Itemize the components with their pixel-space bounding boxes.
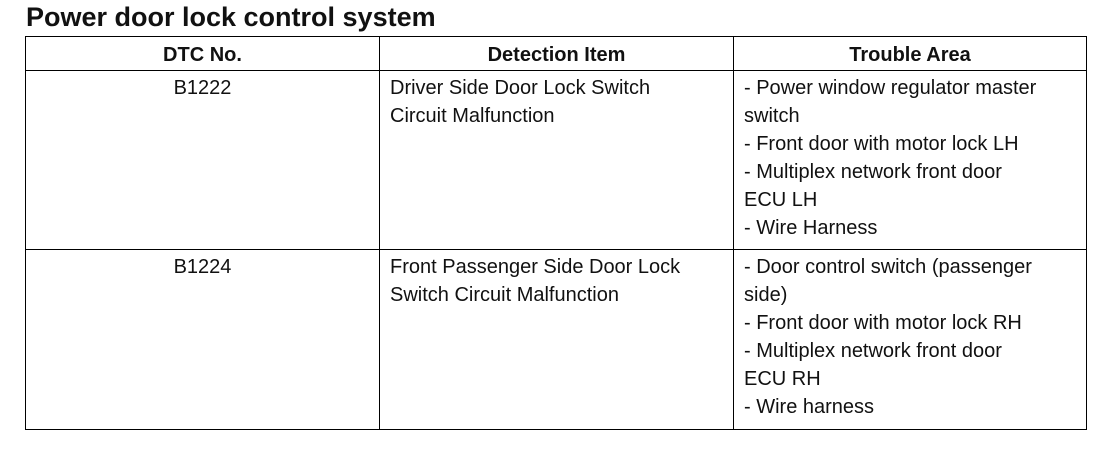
header-dtc-no: DTC No. bbox=[26, 37, 380, 71]
detection-item-cell bbox=[380, 250, 734, 430]
trouble-line: - Multiplex network front door bbox=[744, 161, 1002, 183]
table-row bbox=[26, 71, 1087, 250]
trouble-line: ECU RH bbox=[744, 368, 821, 390]
header-detection-item: Detection Item bbox=[380, 37, 734, 71]
dtc-code-cell: B1222 bbox=[26, 71, 380, 250]
table-header-row bbox=[26, 37, 1087, 71]
dtc-code-cell: B1224 bbox=[26, 250, 380, 430]
dtc-table bbox=[25, 36, 1087, 430]
trouble-line: ECU LH bbox=[744, 189, 818, 211]
trouble-line: - Wire Harness bbox=[744, 217, 878, 239]
detection-line: Circuit Malfunction bbox=[390, 105, 555, 127]
table-row bbox=[26, 250, 1087, 430]
detection-line: Switch Circuit Malfunction bbox=[390, 284, 619, 306]
trouble-line: - Multiplex network front door bbox=[744, 340, 1002, 362]
detection-item-cell bbox=[380, 71, 734, 250]
trouble-line: side) bbox=[744, 284, 788, 306]
trouble-line: - Wire harness bbox=[744, 396, 875, 418]
trouble-area-cell bbox=[734, 71, 1087, 250]
trouble-line: - Power window regulator master bbox=[744, 77, 1037, 99]
trouble-line: - Front door with motor lock LH bbox=[744, 133, 1019, 155]
header-trouble-area: Trouble Area bbox=[734, 37, 1087, 71]
page-title: Power door lock control system bbox=[26, 2, 436, 32]
detection-line: Driver Side Door Lock Switch bbox=[390, 77, 651, 99]
trouble-line: - Door control switch (passenger bbox=[744, 256, 1032, 278]
detection-line: Front Passenger Side Door Lock bbox=[390, 256, 681, 278]
trouble-line: switch bbox=[744, 105, 800, 127]
trouble-line: - Front door with motor lock RH bbox=[744, 312, 1022, 334]
trouble-area-cell bbox=[734, 250, 1087, 430]
